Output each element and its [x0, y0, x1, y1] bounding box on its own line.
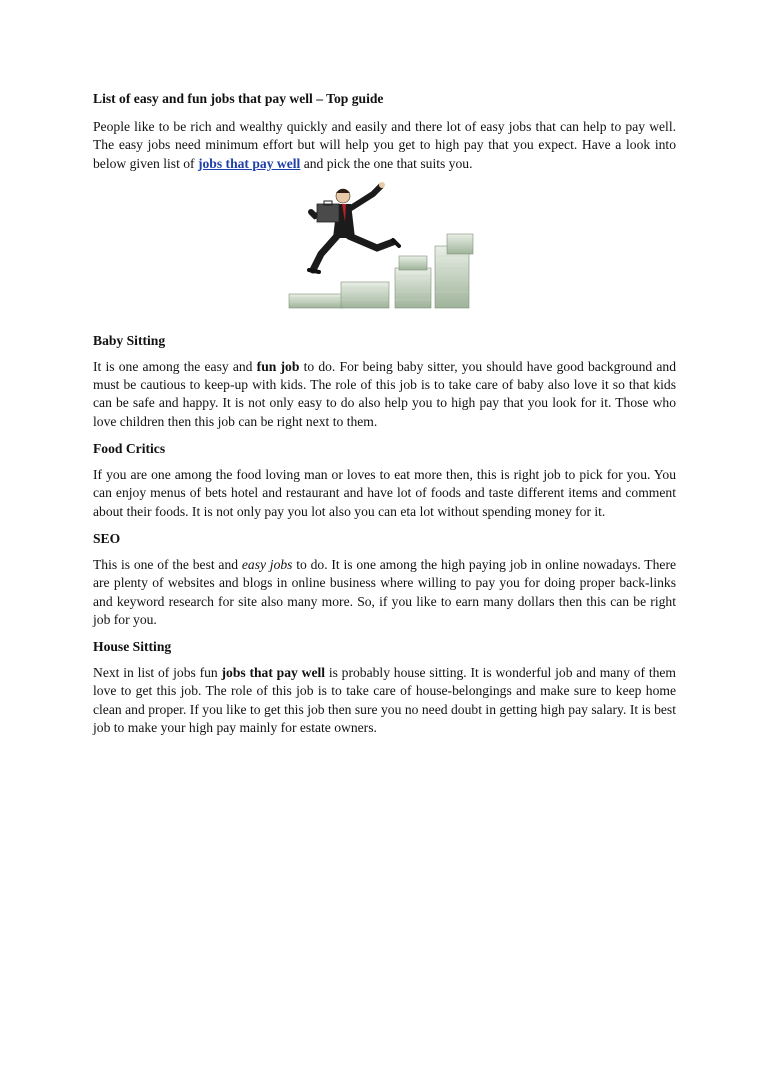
money-stack-1: [289, 294, 343, 308]
body-text: This is one of the best and: [93, 556, 242, 572]
briefcase-icon: [317, 204, 339, 222]
jobs-that-pay-well-bold: jobs that pay well: [221, 665, 326, 681]
section-heading-food-critics: Food Critics: [93, 441, 166, 457]
jobs-that-pay-well-link[interactable]: jobs that pay well: [197, 155, 301, 171]
document-content: [93, 90, 676, 746]
section-body-food-critics: If you are one among the food loving man or loves to eat more then, this is right job to pick for you. You can enjoy menus of bets hotel and restaurant and have lot of foods and taste different items and comment about their foods. It is not only pay you lot also you can eta lot without spending money for it.: [93, 467, 676, 519]
money-stack-2: [341, 282, 389, 308]
section-heading-seo: SEO: [93, 530, 121, 546]
businessman-figure: [309, 182, 399, 272]
businessman-jumping-image: [93, 182, 676, 314]
intro-text-after: and pick the one that suits you.: [300, 155, 473, 171]
section-body-seo: [93, 556, 676, 629]
money-stack-4: [435, 246, 469, 308]
money-stacks-illustration: [93, 182, 676, 314]
body-text: It is one among the easy and: [93, 358, 257, 374]
money-stack-3: [395, 268, 431, 308]
section-body-baby-sitting: [93, 358, 676, 431]
body-text: is probably house sitting. It is wonderful job and many of them love to get this job. The role of this job is to take care of house-belongings and make sure to keep home clean and proper. If you like to get this job then sure you no need doubt in getting high pay salary. It is best job to make your high pay mainly for estate owners.: [93, 665, 676, 736]
document-title: List of easy and fun jobs that pay well – Top guide: [93, 91, 384, 106]
easy-jobs-italic: easy jobs: [241, 556, 293, 572]
body-text: to do. For being baby sitter, you should have good background and must be cautious to keep-up with kids. The role of this job is to take care of baby also love it so that kids can be safe and happy. It is not only easy to do also help you to high pay that you look for it. Those who love children then this job can be right next to them.: [93, 358, 676, 429]
section-body-house-sitting: [93, 664, 676, 737]
body-text: to do. It is one among the high paying job in online nowadays. There are plenty of websites and blogs in online business where willing to pay you for doing proper back-links and keyword research for site also many more. So, if you like to earn many dollars then this can be right job for you.: [93, 556, 677, 627]
fun-job-bold: fun job: [256, 358, 300, 374]
intro-text-before: People like to be rich and wealthy quickly and easily and there lot of easy jobs that can help to pay well. The easy jobs need minimum effort but will help you get to high pay that you expect. Have a look into below given list of: [93, 119, 676, 171]
body-text: Next in list of jobs fun: [93, 665, 222, 681]
section-heading-baby-sitting: Baby Sitting: [93, 332, 166, 348]
section-heading-house-sitting: House Sitting: [93, 639, 172, 655]
intro-paragraph: [93, 118, 676, 173]
